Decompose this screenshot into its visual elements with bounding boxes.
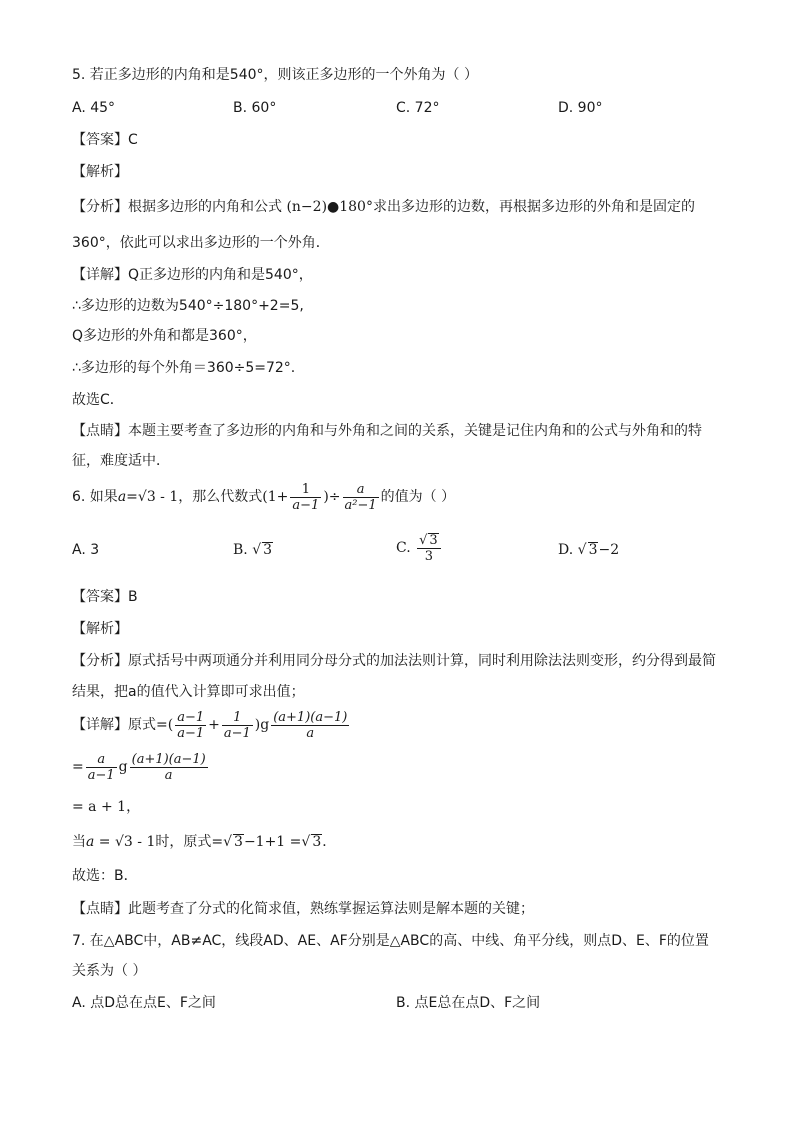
q7-option-a: A. 点D总在点E、F之间 xyxy=(72,995,216,1011)
dianjing-text: 此题考查了分式的化简求值，熟练掌握运算法则是解本题的关键； xyxy=(128,901,534,917)
q7-stem-line-2: 关系为（ ） xyxy=(72,963,147,979)
xiangjie-text: Q正多边形的内角和是540°， xyxy=(128,267,313,283)
q6-answer: B xyxy=(128,589,138,605)
q6-mid: ，那么代数式 xyxy=(178,489,263,505)
q6-cond: =√3 - 1 xyxy=(126,489,179,505)
fraction xyxy=(343,482,379,513)
q5-xiangjie-line-2: ∴多边形的边数为540°÷180°+2=5, xyxy=(72,298,304,314)
xiangjie-tag: 【详解】 xyxy=(72,267,128,283)
fraction-numerator: a−1 xyxy=(177,709,205,725)
fenxi-text: 原式括号中两项通分并利用同分母分式的加法法则计算，同时利用除法法则变形，约分得到最简 xyxy=(128,653,716,669)
fraction-denominator: a−1 xyxy=(177,725,205,741)
q6-dianjing xyxy=(72,900,534,918)
q5-fenxi-line-2: 360°，依此可以求出多边形的一个外角． xyxy=(72,235,330,251)
q5-fenxi-line-1 xyxy=(72,198,695,216)
q6-step-2 xyxy=(72,750,210,784)
fraction-numerator: (a+1)(a−1) xyxy=(273,709,348,725)
dianjing-text: 本题主要考查了多边形的内角和与外角和之间的关系，关键是记住内角和的公式与外角和的特 xyxy=(128,423,702,439)
q6-fenxi-line-2: 结果，把a的值代入计算即可求出值； xyxy=(72,684,305,700)
q5-dianjing-line-2: 征，难度适中． xyxy=(72,453,170,469)
sub-mid: −1+1 = xyxy=(243,834,302,850)
radicand: 3 xyxy=(429,532,438,548)
fraction-numerator: √ 3 xyxy=(417,533,441,549)
fraction-denominator: 3 xyxy=(424,548,434,564)
option-label: B. xyxy=(233,542,248,558)
fraction xyxy=(175,710,206,741)
q6-analysis-tag: 【解析】 xyxy=(72,621,128,637)
q7-stem-line-1: 7. 在△ABC中，AB≠AC，线段AD、AE、AF分别是△ABC的高、中线、角平分线，则点D、E、F的位置 xyxy=(72,933,709,949)
yuanshi-label: 原式= xyxy=(128,717,168,733)
paren-open: ( xyxy=(167,717,174,733)
var-a: a xyxy=(117,489,127,505)
q6-suffix: 的值为（ ） xyxy=(380,489,456,505)
q5-option-c: C. 72° xyxy=(396,100,440,116)
option-tail: −2 xyxy=(598,542,620,558)
q6-answer-line xyxy=(72,588,138,606)
sub-prefix: 当 xyxy=(72,834,86,850)
q5-answer-line xyxy=(72,131,138,149)
plus-sign: + xyxy=(208,717,220,733)
q5-analysis-tag: 【解析】 xyxy=(72,164,128,180)
fraction xyxy=(290,482,321,513)
q6-step-3: = a + 1， xyxy=(72,799,141,815)
option-label: C. xyxy=(396,540,411,556)
q6-option-a: A. 3 xyxy=(72,542,100,558)
q5-option-d: D. 90° xyxy=(558,100,603,116)
radicand: 3 xyxy=(234,834,243,850)
q6-step-1 xyxy=(72,708,351,742)
fraction xyxy=(86,752,117,783)
radical-sign: √ xyxy=(301,834,311,850)
sub-end: ． xyxy=(322,834,337,850)
fraction-denominator: a−1 xyxy=(223,725,251,741)
answer-tag: 【答案】 xyxy=(72,132,128,148)
q5-xiangjie-line-3: Q多边形的外角和都是360°， xyxy=(72,328,257,344)
fraction xyxy=(271,710,349,741)
q6-option-d xyxy=(558,541,619,559)
q5-dianjing-line-1 xyxy=(72,422,702,440)
q6-prefix: 6. 如果 xyxy=(72,489,118,505)
formula: (n−2)●180° xyxy=(286,199,373,215)
answer-tag: 【答案】 xyxy=(72,589,128,605)
q5-option-a: A. 45° xyxy=(72,100,116,116)
fenxi-tag: 【分析】 xyxy=(72,653,128,669)
fenxi-text: 求出多边形的边数，再根据多边形的外角和是固定的 xyxy=(372,199,695,215)
operator-g: g xyxy=(118,759,128,775)
fraction-numerator: 1 xyxy=(290,482,321,498)
q5-xiangjie-line-4: ∴多边形的每个外角＝360÷5=72°. xyxy=(72,360,296,376)
q6-option-c xyxy=(396,528,443,568)
q5-xiangjie-line-1 xyxy=(72,266,313,284)
fraction xyxy=(130,752,208,783)
fraction-numerator: 1 xyxy=(222,710,253,726)
dianjing-tag: 【点睛】 xyxy=(72,423,128,439)
fenxi-text: 根据多边形的内角和公式 xyxy=(128,199,282,215)
radical-sign: √ xyxy=(252,542,262,558)
expr-open: (1+ xyxy=(262,489,289,505)
q5-choose: 故选C． xyxy=(72,392,124,408)
q6-fenxi-line-1 xyxy=(72,652,716,670)
q5-option-b: B. 60° xyxy=(233,100,277,116)
fraction xyxy=(222,710,253,741)
q6-stem xyxy=(72,480,455,514)
q7-option-b: B. 点E总在点D、F之间 xyxy=(396,995,541,1011)
radical-sign: √ xyxy=(223,834,233,850)
option-label: D. xyxy=(558,542,574,558)
expr-close: )÷ xyxy=(323,489,341,505)
fenxi-tag: 【分析】 xyxy=(72,199,128,215)
fraction-denominator: a−1 xyxy=(87,767,115,783)
fraction-numerator: (a+1)(a−1) xyxy=(131,751,206,767)
fraction-denominator: a xyxy=(164,767,173,783)
radicand: 3 xyxy=(263,542,273,558)
q6-choose: 故选：B． xyxy=(72,868,138,884)
fraction xyxy=(417,533,441,564)
fraction-denominator: a−1 xyxy=(292,497,320,513)
fraction-numerator: a xyxy=(86,752,117,768)
radicand: 3 xyxy=(312,834,322,850)
radicand: 3 xyxy=(588,542,598,558)
radical-sign: √ xyxy=(577,542,587,558)
sub-cond: = √3 - 1时，原式= xyxy=(94,834,224,850)
var-a: a xyxy=(86,834,95,850)
equals-sign: = xyxy=(72,759,84,775)
q6-option-b xyxy=(233,541,273,559)
dianjing-tag: 【点睛】 xyxy=(72,901,128,917)
xiangjie-tag: 【详解】 xyxy=(72,717,128,733)
fraction-denominator: a²−1 xyxy=(344,497,377,513)
q5-stem: 5. 若正多边形的内角和是540°，则该正多边形的一个外角为（ ） xyxy=(72,67,478,83)
fraction-numerator: a xyxy=(343,482,379,498)
q6-substitute xyxy=(72,833,336,851)
paren-close: )g xyxy=(254,717,270,733)
q5-answer: C xyxy=(128,132,138,148)
fraction-denominator: a xyxy=(306,725,315,741)
